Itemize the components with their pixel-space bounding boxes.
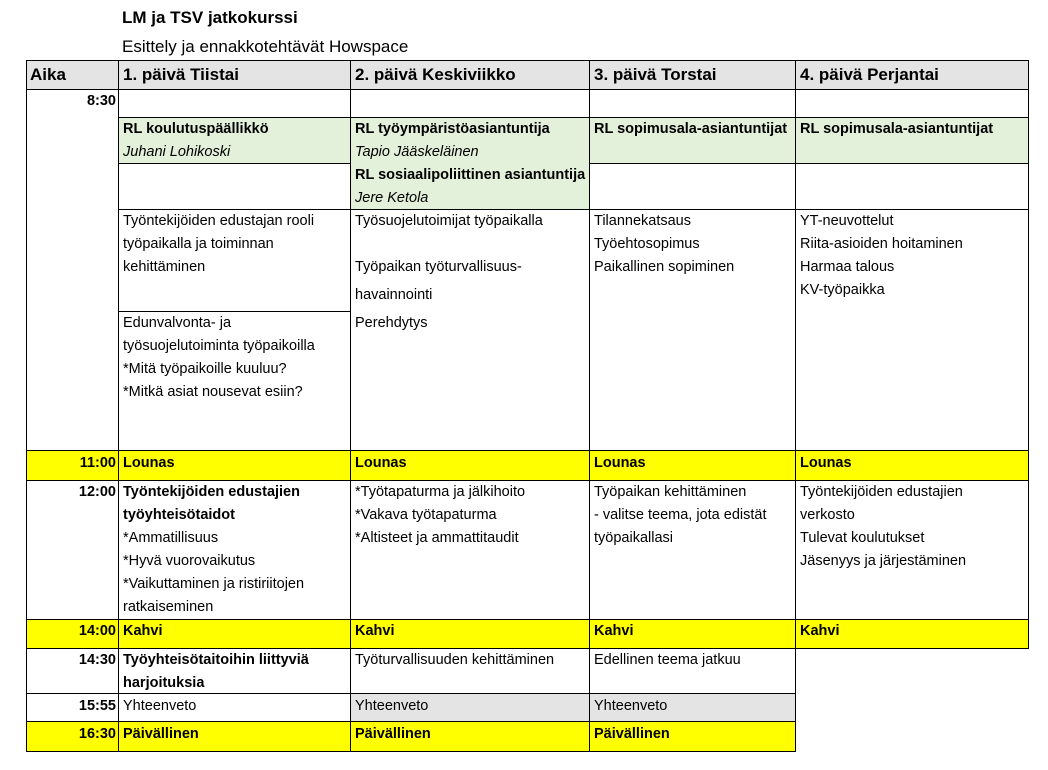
coffee-row-bg	[26, 620, 1029, 648]
time-1200: 12:00	[78, 484, 116, 500]
dinner-day1: Päivällinen	[123, 726, 199, 742]
speaker-role-day1: RL koulutuspäällikkö	[123, 121, 269, 137]
summary-day3: Yhteenveto	[594, 698, 668, 714]
day4-morning-line4: KV-työpaikka	[800, 282, 885, 298]
header-day3: 3. päivä Torstai	[594, 65, 717, 84]
day4-afternoon-line4: Jäsenyys ja järjestäminen	[800, 553, 967, 569]
day1-late-line1: Työyhteisötaitoihin liittyviä	[123, 652, 309, 668]
header-time: Aika	[30, 65, 66, 84]
day1-afternoon-item3: *Vaikuttaminen ja ristiriitojen	[123, 576, 305, 592]
lunch-day1: Lounas	[123, 455, 175, 471]
day1-late-line2: harjoituksia	[123, 675, 205, 691]
speaker-role-day2-1: RL työympäristöasiantuntija	[355, 121, 550, 137]
lunch-day3: Lounas	[594, 455, 646, 471]
time-1100: 11:00	[79, 455, 116, 471]
day3-afternoon-line2: - valitse teema, jota edistät	[594, 507, 767, 523]
day4-morning-line2: Riita-asioiden hoitaminen	[800, 236, 963, 252]
day4-afternoon-line3: Tulevat koulutukset	[800, 530, 925, 546]
day2-morning-c: Perehdytys	[355, 315, 428, 331]
header-day1: 1. päivä Tiistai	[123, 65, 239, 84]
page-subtitle: Esittely ja ennakkotehtävät Howspace	[122, 37, 409, 56]
day4-morning-line1: YT-neuvottelut	[800, 213, 894, 229]
day1-afternoon-item1: *Ammatillisuus	[123, 530, 219, 546]
day2-afternoon-line3: *Altisteet ja ammattitaudit	[355, 530, 519, 546]
coffee-day4: Kahvi	[800, 623, 840, 639]
day2-afternoon-line1: *Työtapaturma ja jälkihoito	[355, 484, 526, 500]
day1-morning-b-line2: työsuojelutoiminta työpaikoilla	[123, 338, 315, 354]
day1-morning-b-line1: Edunvalvonta- ja	[123, 315, 232, 331]
speaker-name-day2-2: Jere Ketola	[355, 190, 429, 206]
day1-morning-a-line1: Työntekijöiden edustajan rooli	[123, 213, 315, 229]
day3-morning-line1: Tilannekatsaus	[594, 213, 691, 229]
day1-afternoon-item4: ratkaiseminen	[123, 599, 214, 615]
day2-afternoon-line2: *Vakava työtapaturma	[355, 507, 497, 523]
day3-morning-line3: Paikallinen sopiminen	[594, 259, 735, 275]
day1-morning-a-line3: kehittäminen	[123, 259, 206, 275]
time-1555: 15:55	[78, 698, 116, 714]
lunch-day2: Lounas	[355, 455, 407, 471]
day1-afternoon-title1: Työntekijöiden edustajien	[123, 484, 300, 500]
time-1430: 14:30	[78, 652, 116, 668]
speaker-role-day2-2: RL sosiaalipoliittinen asiantuntija	[355, 167, 586, 183]
speaker-name-day2-1: Tapio Jääskeläinen	[355, 144, 479, 160]
lunch-day4: Lounas	[800, 455, 852, 471]
header-day4: 4. päivä Perjantai	[800, 65, 939, 84]
time-1400: 14:00	[78, 623, 116, 639]
day3-afternoon-line1: Työpaikan kehittäminen	[594, 484, 747, 500]
day4-morning-line3: Harmaa talous	[800, 259, 895, 275]
header-day2: 2. päivä Keskiviikko	[355, 65, 516, 84]
day2-morning-a: Työsuojelutoimijat työpaikalla	[355, 213, 543, 229]
day3-late: Edellinen teema jatkuu	[594, 652, 741, 668]
day3-afternoon-line3: työpaikallasi	[594, 530, 673, 546]
day1-morning-b-line3: *Mitä työpaikoille kuuluu?	[123, 361, 287, 377]
summary-day2: Yhteenveto	[355, 698, 429, 714]
speaker-name-day1: Juhani Lohikoski	[123, 144, 231, 160]
day1-morning-a-line2: työpaikalla ja toiminnan	[123, 236, 274, 252]
summary-day1: Yhteenveto	[123, 698, 197, 714]
speaker-role-day4: RL sopimusala-asiantuntijat	[800, 121, 994, 137]
coffee-day2: Kahvi	[355, 623, 395, 639]
day2-late: Työturvallisuuden kehittäminen	[355, 652, 555, 668]
day1-afternoon-title2: työyhteisötaidot	[123, 507, 235, 523]
day2-morning-b1: Työpaikan työturvallisuus-	[355, 259, 522, 275]
lunch-row-bg	[26, 451, 1029, 480]
time-0830: 8:30	[86, 93, 116, 109]
coffee-day1: Kahvi	[123, 623, 163, 639]
day4-afternoon-line2: verkosto	[800, 507, 855, 523]
day1-afternoon-item2: *Hyvä vuorovaikutus	[123, 553, 256, 569]
dinner-day2: Päivällinen	[355, 726, 431, 742]
day2-morning-b2: havainnointi	[355, 287, 433, 303]
time-1630: 16:30	[78, 726, 116, 742]
coffee-day3: Kahvi	[594, 623, 634, 639]
day4-afternoon-line1: Työntekijöiden edustajien	[800, 484, 963, 500]
day3-morning-line2: Työehtosopimus	[594, 236, 700, 252]
page-title: LM ja TSV jatkokurssi	[122, 8, 298, 27]
speaker-role-day3: RL sopimusala-asiantuntijat	[594, 121, 788, 137]
dinner-day3: Päivällinen	[594, 726, 670, 742]
day1-morning-b-line4: *Mitkä asiat nousevat esiin?	[123, 384, 303, 400]
